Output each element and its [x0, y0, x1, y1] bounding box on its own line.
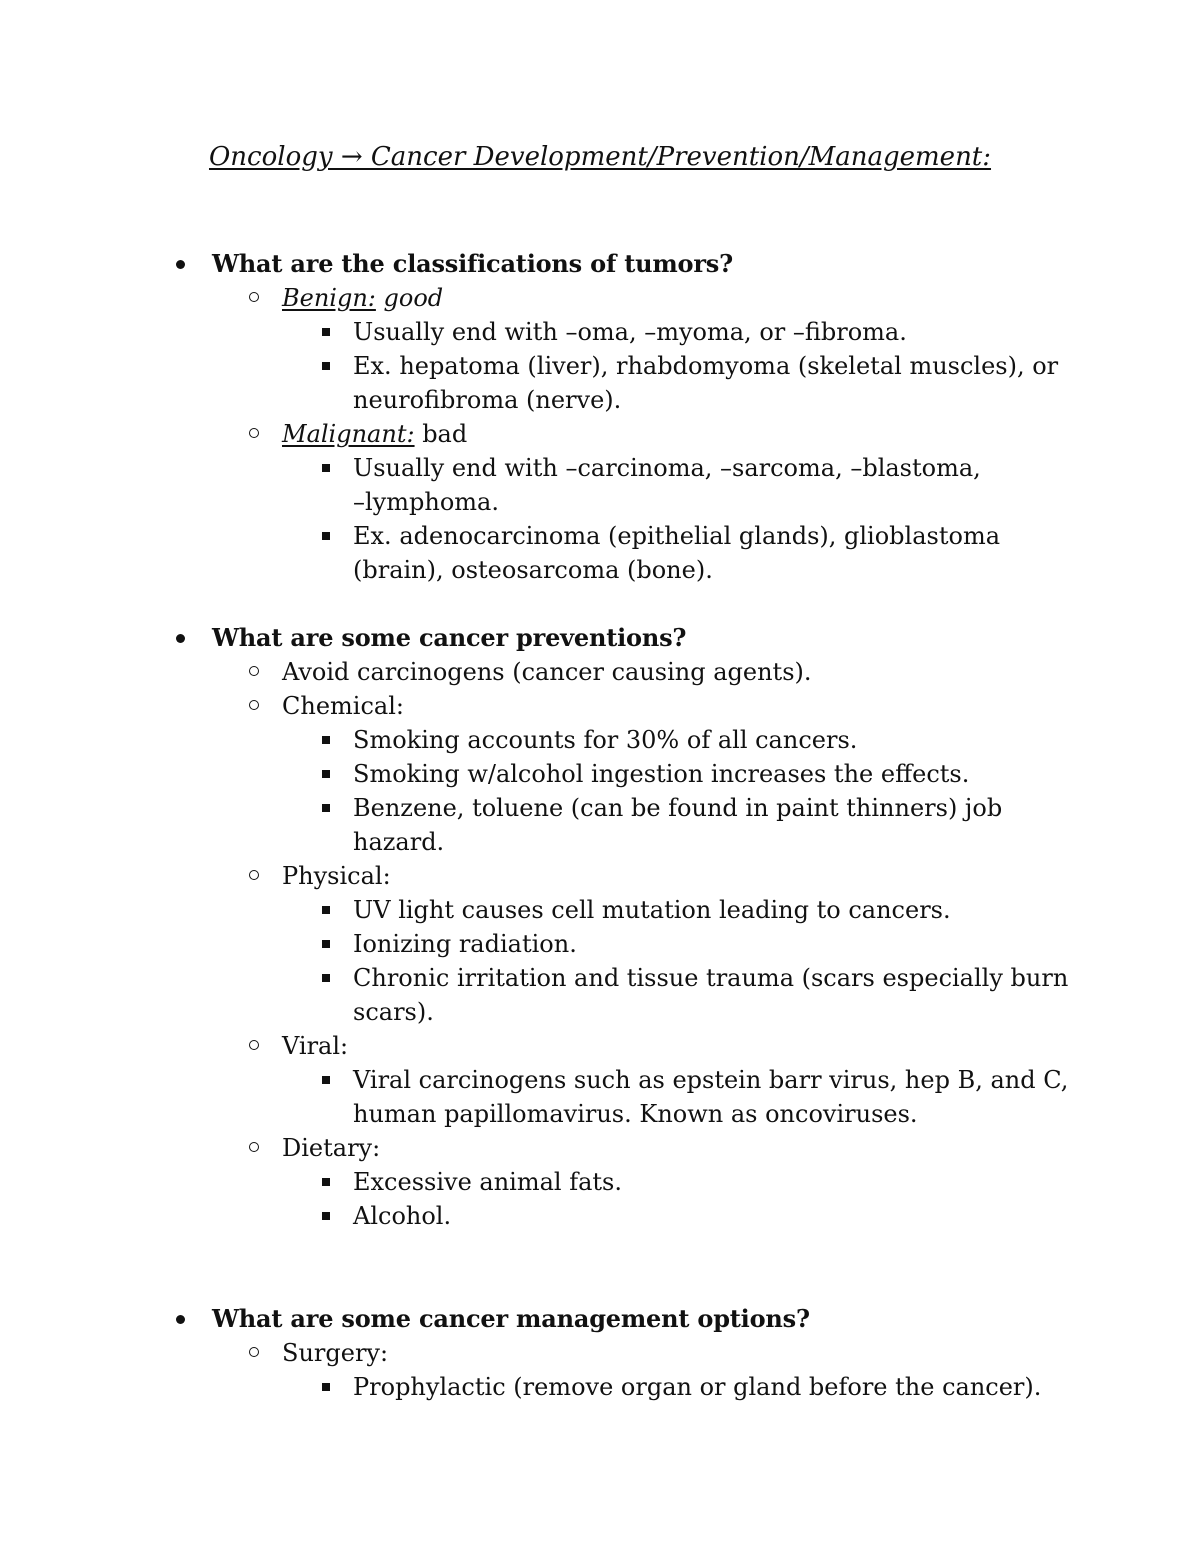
question-tumor-classifications: What are the classifications of tumors? [212, 249, 733, 278]
question-cancer-management: What are some cancer management options? [212, 1304, 810, 1333]
malignant-bullet-2-line-2: (brain), osteosarcoma (bone). [353, 556, 713, 584]
viral-bullet-1-line-1: Viral carcinogens such as epstein barr virus, hep B, and C, [353, 1066, 1069, 1094]
malignant-bullet-2-line-1: Ex. adenocarcinoma (epithelial glands), glioblastoma [353, 522, 1001, 550]
bullet-circle-icon [249, 666, 259, 676]
bullet-dot-icon [176, 634, 185, 643]
chemical-heading: Chemical: [282, 692, 404, 720]
physical-bullet-3-line-2: scars). [353, 998, 434, 1026]
benign-bullet-2-line-2: neurofibroma (nerve). [353, 386, 622, 414]
malignant-desc: bad [414, 420, 468, 448]
chemical-bullet-3-line-1: Benzene, toluene (can be found in paint thinners) job [353, 794, 1003, 822]
physical-bullet-3-line-1: Chronic irritation and tissue trauma (scars especially burn [353, 964, 1069, 992]
bullet-dot-icon [176, 1315, 185, 1324]
chemical-bullet-2: Smoking w/alcohol ingestion increases the effects. [353, 760, 970, 788]
dietary-heading: Dietary: [282, 1134, 381, 1162]
surgery-bullet-1: Prophylactic (remove organ or gland before the cancer). [353, 1373, 1042, 1401]
malignant-item [282, 417, 467, 451]
bullet-square-icon [322, 1076, 330, 1084]
benign-bullet-2-line-1: Ex. hepatoma (liver), rhabdomyoma (skeletal muscles), or [353, 352, 1059, 380]
surgery-heading: Surgery: [282, 1339, 389, 1367]
bullet-square-icon [322, 906, 330, 914]
question-cancer-preventions: What are some cancer preventions? [212, 623, 687, 652]
bullet-square-icon [322, 464, 330, 472]
dietary-bullet-2: Alcohol. [353, 1202, 452, 1230]
bullet-square-icon [322, 532, 330, 540]
bullet-square-icon [322, 804, 330, 812]
chemical-bullet-3-line-2: hazard. [353, 828, 445, 856]
benign-desc: good [375, 284, 444, 312]
bullet-square-icon [322, 1212, 330, 1220]
physical-bullet-2: Ionizing radiation. [353, 930, 577, 958]
bullet-square-icon [322, 328, 330, 336]
bullet-square-icon [322, 362, 330, 370]
bullet-square-icon [322, 1178, 330, 1186]
bullet-dot-icon [176, 260, 185, 269]
physical-bullet-1: UV light causes cell mutation leading to cancers. [353, 896, 951, 924]
bullet-square-icon [322, 940, 330, 948]
bullet-square-icon [322, 1383, 330, 1391]
avoid-carcinogens: Avoid carcinogens (cancer causing agents). [282, 658, 812, 686]
bullet-square-icon [322, 974, 330, 982]
malignant-label: Malignant: [282, 420, 415, 448]
bullet-square-icon [322, 736, 330, 744]
viral-heading: Viral: [282, 1032, 349, 1060]
physical-heading: Physical: [282, 862, 391, 890]
bullet-circle-icon [249, 1347, 259, 1357]
viral-bullet-1-line-2: human papillomavirus. Known as oncoviruses. [353, 1100, 918, 1128]
chemical-bullet-1: Smoking accounts for 30% of all cancers. [353, 726, 858, 754]
bullet-circle-icon [249, 292, 259, 302]
benign-item [282, 281, 443, 315]
dietary-bullet-1: Excessive animal fats. [353, 1168, 622, 1196]
page-title: Oncology → Cancer Development/Prevention/Management: [208, 142, 992, 172]
malignant-bullet-1-line-1: Usually end with –carcinoma, –sarcoma, –blastoma, [353, 454, 981, 482]
benign-bullet-1: Usually end with –oma, –myoma, or –fibroma. [353, 318, 907, 346]
benign-label: Benign: [282, 284, 376, 312]
malignant-bullet-1-line-2: –lymphoma. [353, 488, 499, 516]
bullet-circle-icon [249, 1040, 259, 1050]
bullet-square-icon [322, 770, 330, 778]
bullet-circle-icon [249, 1142, 259, 1152]
bullet-circle-icon [249, 870, 259, 880]
bullet-circle-icon [249, 428, 259, 438]
bullet-circle-icon [249, 700, 259, 710]
